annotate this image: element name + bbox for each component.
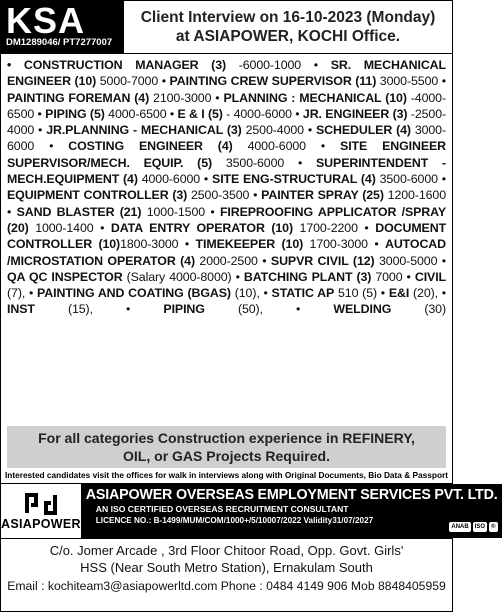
iso-line: AN ISO CERTIFIED OVERSEAS RECRUITMENT CONSULTANT [95,504,349,514]
job-title: INST [7,302,35,317]
job-title: SITE ENG-STRUCTURAL (4) [212,172,376,187]
job-salary: 1000-1500 • [141,204,215,219]
job-title: DOCUMENT CONTROLLER (10) [7,220,447,252]
job-salary: 3000-5000 • [374,253,447,268]
job-title: DATA ENTRY OPERATOR (10) [110,220,293,235]
job-salary: (20), • [409,286,447,301]
office-address [1,539,452,576]
job-salary: 7000 • [371,269,411,284]
job-title: PIPING (5) [45,106,105,121]
licence-codes: DM1289046/ PT7277007 [6,37,113,48]
job-salary: 2500-3500 • [187,188,258,203]
job-title: SITE ENGINEER SUPERVISOR/MECH. EQUIP. (5) [7,139,447,170]
job-title: PAINTING CREW SUPERVISOR (11) [169,74,377,89]
job-title: E & I (5) [177,106,223,121]
job-salary: 4000-6500 • [104,106,175,121]
interview-date: Client Interview on 16-10-2023 (Monday) [140,9,436,26]
job-title: COSTING ENGINEER (4) [68,139,233,154]
job-title: SUPERINTENDENT - MECH.EQUIPMENT (4) [7,155,447,187]
registered-badge: ® [491,524,496,530]
job-salary: 2000-2500 • [194,253,267,268]
iso-badge: ISO [474,524,486,530]
job-salary: (30) [391,302,446,317]
job-title: CIVIL [414,269,447,284]
mobile-number[interactable]: 8848405959 [378,579,446,593]
job-salary: -6000-1000 • [226,58,318,72]
job-title: EQUIPMENT CONTROLLER (3) [7,188,188,203]
email-label: Email : [7,579,45,593]
job-title: QA QC INSPECTOR [7,269,123,284]
contact-line [1,576,452,594]
anab-badge: ANAB [451,524,469,530]
job-salary: 3000-5500 • [376,74,446,89]
job-title: SUPVR CIVIL (12) [270,253,375,268]
job-salary: 4000-6000 • [137,172,209,187]
job-salary: (7), • [7,286,34,301]
address-line1: C/o. Jomer Arcade , 3rd Floor Chitoor Road, Opp. Govt. Girls' [49,543,404,558]
job-salary: (Salary 4000-8000) • [122,269,240,284]
job-salary: 4000-6000 • [232,139,326,154]
job-title: PLANNING : MECHANICAL (10) [223,90,407,105]
mob-label: Mob [350,579,375,593]
job-salary: 2500-4000 • [241,123,313,138]
email-address[interactable]: kochiteam3@asiapowerltd.com [47,579,218,593]
job-salary: 1800-3000 • [120,237,190,252]
job-title: SCHEDULER (4) [315,123,411,138]
job-title: BATCHING PLANT (3) [243,269,372,284]
job-salary: 3500-6000 • [212,155,303,170]
company-banner [1,484,498,539]
job-title: STATIC AP [271,286,335,301]
phone-number[interactable]: 0484 4149 906 [266,579,348,593]
job-salary: 1200-1600 • [7,188,447,219]
company-name: ASIAPOWER OVERSEAS EMPLOYMENT SERVICES PVT. LTD. [85,487,498,503]
job-salary: (50), • [204,302,301,317]
job-salary: (10), • [230,286,268,301]
job-title: FIREPROOFING APPLICATOR /SPRAY (20) [7,204,447,235]
job-salary: 5000-7000 • [96,74,166,89]
experience-notice-line1: For all categories Construction experience in REFINERY, [38,430,415,446]
interview-headline [124,1,452,53]
job-salary: (15), • [34,302,131,317]
country-label: KSA [6,0,86,41]
job-title: • CONSTRUCTION MANAGER (3) [7,58,227,72]
address-line2: HSS (Near South Metro Station), Ernakulam South [80,560,373,575]
job-salary: 3500-6000 • [375,172,447,187]
job-title: PAINTING FOREMAN (4) [7,90,150,105]
job-title: JR.PLANNING - MECHANICAL (3) [46,123,242,138]
job-title: SAND BLASTER (21) [16,204,142,219]
walk-in-note: Interested candidates visit the offices for walk in interviews along with Original Documents, Bio Data & Passport [1,468,452,484]
job-title: PIPING [163,302,205,317]
experience-notice [7,426,446,468]
job-salary: 3000-6000 • [7,123,447,154]
job-salary: 2100-3000 • [149,90,220,105]
experience-notice-line2: OIL, or GAS Projects Required. [123,448,330,464]
logo-text: ASIAPOWER [1,517,81,531]
job-title: PAINTING AND COATING (BGAS) [37,286,231,301]
job-salary: 1700-3000 • [303,237,379,252]
company-info [82,484,502,538]
country-block [1,1,124,53]
job-salary: - 4000-6000 • [222,106,300,121]
job-title: PAINTER SPRAY (25) [261,188,384,203]
job-title: SR. MECHANICAL ENGINEER (10) [7,58,447,89]
job-title: JR. ENGINEER (3) [302,106,408,121]
job-title: WELDING [333,302,392,317]
licence-line: LICENCE NO.: B-1499/MUM/COM/1000+/5/10007/2022 Validity31/07/2027 [95,516,374,525]
footer [1,426,498,611]
job-salary: 510 (5) • [334,286,386,301]
header [1,1,452,54]
job-title: E&I [388,286,410,301]
job-salary: 1700-2200 • [292,220,369,235]
company-logo [1,484,82,538]
job-salary: -4000-6500 • [7,90,446,121]
job-salary: -2500-4000 • [7,106,447,138]
phone-label: Phone : [220,579,263,593]
certification-badges [449,522,497,532]
asiapower-logo-icon [22,491,60,517]
job-salary: 1000-1400 • [28,220,105,235]
job-title: TIMEKEEPER (10) [195,237,304,252]
job-list [1,54,452,318]
interview-venue: at ASIAPOWER, KOCHI Office. [175,28,401,45]
job-title: AUTOCAD /MICROSTATION OPERATOR (4) [7,237,447,268]
